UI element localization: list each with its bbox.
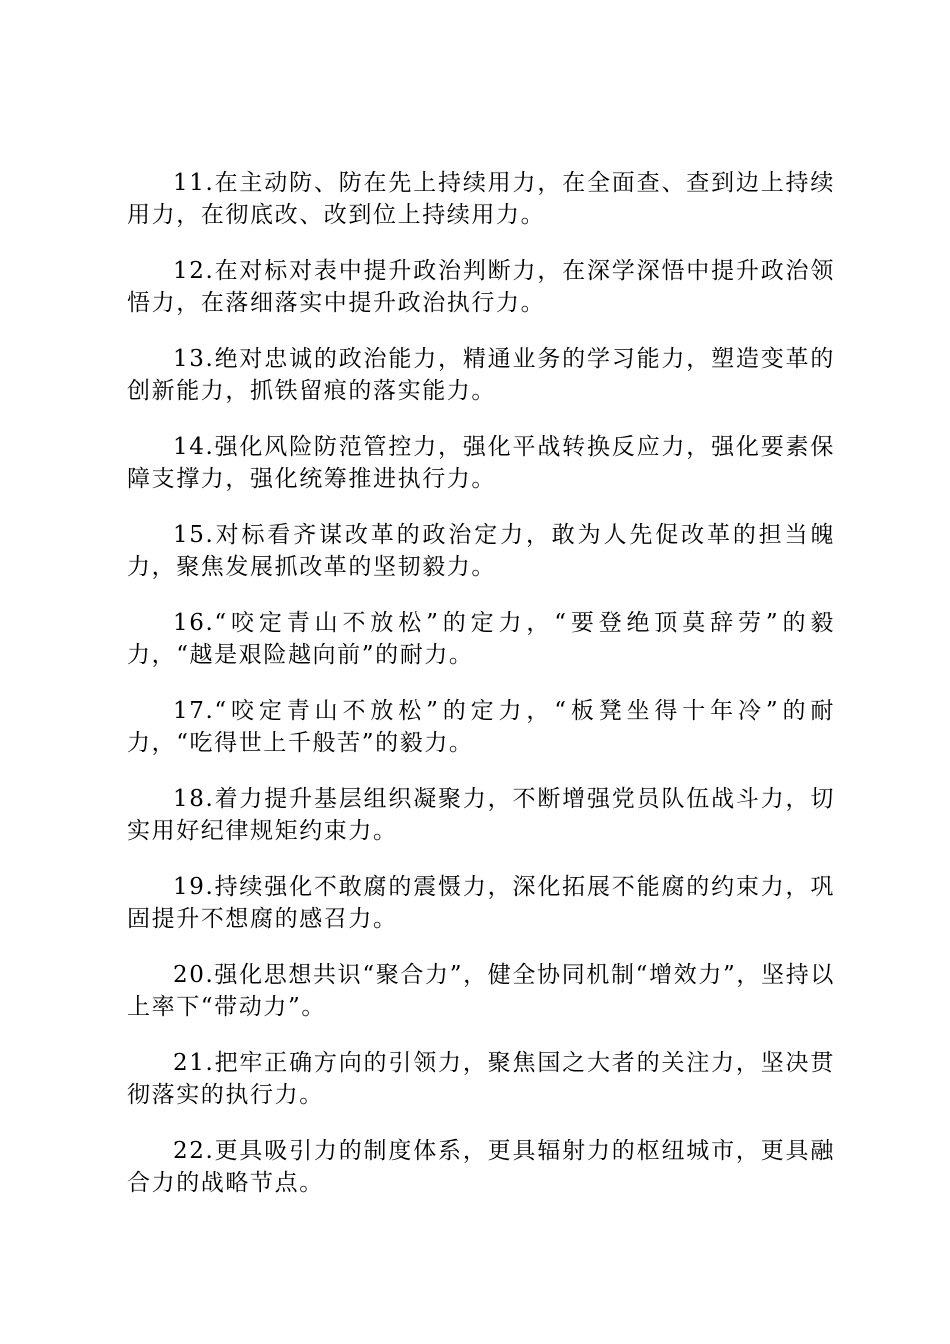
paragraph-22: 22.更具吸引力的制度体系，更具辐射力的枢纽城市，更具融合力的战略节点。	[127, 1138, 835, 1196]
paragraph-19: 19.持续强化不敢腐的震慑力，深化拓展不能腐的约束力，巩固提升不想腐的感召力。	[127, 874, 835, 932]
paragraph-16: 16.“咬定青山不放松”的定力，“要登绝顶莫辞劳”的毅力，“越是艰险越向前”的耐力。	[127, 610, 835, 668]
paragraph-18: 18.着力提升基层组织凝聚力，不断增强党员队伍战斗力，切实用好纪律规矩约束力。	[127, 786, 835, 844]
paragraph-20: 20.强化思想共识“聚合力”，健全协同机制“增效力”，坚持以上率下“带动力”。	[127, 962, 835, 1020]
paragraph-13: 13.绝对忠诚的政治能力，精通业务的学习能力，塑造变革的创新能力，抓铁留痕的落实能力。	[127, 346, 835, 404]
paragraph-12: 12.在对标对表中提升政治判断力，在深学深悟中提升政治领悟力，在落细落实中提升政治执行力。	[127, 258, 835, 316]
document-body	[127, 167, 835, 1223]
paragraph-11: 11.在主动防、防在先上持续用力，在全面查、查到边上持续用力，在彻底改、改到位上持续用力。	[127, 170, 835, 228]
paragraph-21: 21.把牢正确方向的引领力，聚焦国之大者的关注力，坚决贯彻落实的执行力。	[127, 1050, 835, 1108]
paragraph-17: 17.“咬定青山不放松”的定力，“板凳坐得十年冷”的耐力，“吃得世上千般苦”的毅力。	[127, 698, 835, 756]
paragraph-14: 14.强化风险防范管控力，强化平战转换反应力，强化要素保障支撑力，强化统筹推进执行力。	[127, 434, 835, 492]
paragraph-15: 15.对标看齐谋改革的政治定力，敢为人先促改革的担当魄力，聚焦发展抓改革的坚韧毅力。	[127, 522, 835, 580]
